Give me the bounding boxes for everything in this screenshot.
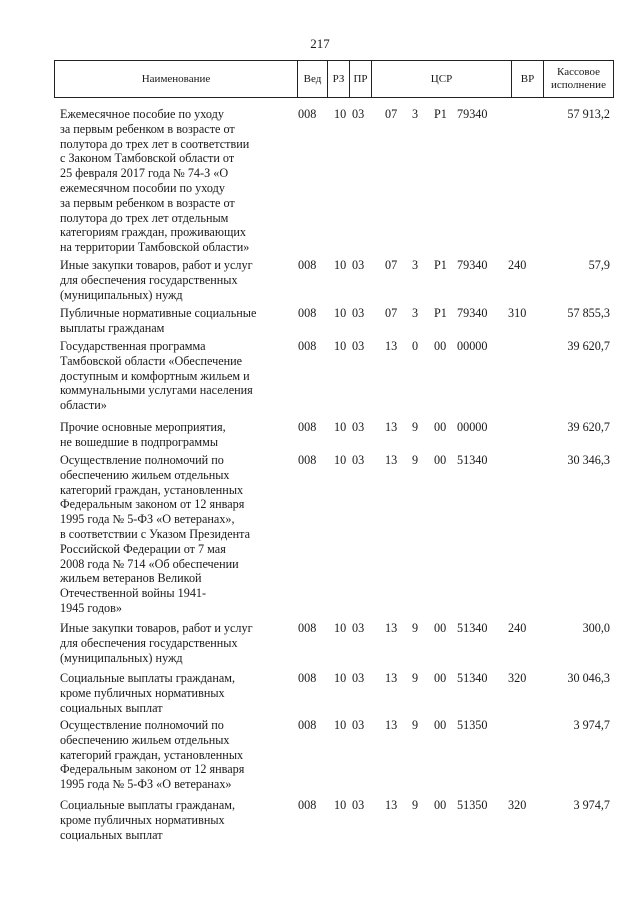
row-pr: 03 bbox=[352, 798, 365, 812]
row-vr: 310 bbox=[508, 306, 527, 320]
row-ved: 008 bbox=[298, 339, 317, 353]
row-csr-subprogram: 9 bbox=[412, 420, 419, 434]
row-rz: 10 bbox=[334, 671, 347, 685]
row-amount: 300,0 bbox=[582, 621, 610, 635]
row-amount: 39 620,7 bbox=[567, 339, 610, 353]
row-csr-direction: 79340 bbox=[457, 306, 488, 320]
row-csr-subprogram: 3 bbox=[412, 107, 419, 121]
page-number: 217 bbox=[310, 36, 330, 51]
row-rz: 10 bbox=[334, 798, 347, 812]
row-csr-direction: 51350 bbox=[457, 718, 488, 732]
row-ved: 008 bbox=[298, 671, 317, 685]
row-csr-event: 00 bbox=[434, 621, 447, 635]
header-rz: РЗ bbox=[327, 61, 349, 97]
row-pr: 03 bbox=[352, 718, 365, 732]
row-amount: 57,9 bbox=[588, 258, 610, 272]
row-csr-program: 07 bbox=[385, 306, 398, 320]
row-ved: 008 bbox=[298, 718, 317, 732]
row-name: Государственная программа Тамбовской области «Обеспечение доступным и комфортным жильем и коммунальными услугами населения области» bbox=[60, 339, 253, 413]
row-amount: 3 974,7 bbox=[573, 798, 610, 812]
row-vr: 320 bbox=[508, 671, 527, 685]
row-vr: 320 bbox=[508, 798, 527, 812]
row-name: Осуществление полномочий по обеспечению жильем отдельных категорий граждан, установленных Федеральным законом от 12 января 1995 года № 5-ФЗ «О ветеранах» bbox=[60, 718, 245, 792]
header-vr: ВР bbox=[511, 61, 543, 97]
row-csr-direction: 51340 bbox=[457, 453, 488, 467]
row-csr-program: 13 bbox=[385, 621, 398, 635]
row-csr-program: 13 bbox=[385, 339, 398, 353]
row-csr-program: 13 bbox=[385, 718, 398, 732]
row-pr: 03 bbox=[352, 339, 365, 353]
row-vr: 240 bbox=[508, 621, 527, 635]
row-name: Публичные нормативные социальные выплаты гражданам bbox=[60, 306, 257, 335]
header-name: Наименование bbox=[141, 72, 211, 85]
row-amount: 3 974,7 bbox=[573, 718, 610, 732]
row-rz: 10 bbox=[334, 453, 347, 467]
row-name: Социальные выплаты гражданам, кроме публичных нормативных социальных выплат bbox=[60, 671, 236, 715]
row-csr-event: 00 bbox=[434, 671, 447, 685]
row-ved: 008 bbox=[298, 306, 317, 320]
row-csr-event: Р1 bbox=[434, 306, 447, 320]
row-ved: 008 bbox=[298, 420, 317, 434]
row-csr-direction: 51340 bbox=[457, 671, 488, 685]
row-csr-program: 07 bbox=[385, 258, 398, 272]
header-amount: Кассовое исполнение bbox=[543, 61, 613, 97]
row-csr-subprogram: 9 bbox=[412, 671, 419, 685]
row-csr-event: 00 bbox=[434, 718, 447, 732]
row-csr-program: 13 bbox=[385, 798, 398, 812]
row-csr-event: 00 bbox=[434, 339, 447, 353]
row-ved: 008 bbox=[298, 798, 317, 812]
row-amount: 57 855,3 bbox=[567, 306, 610, 320]
row-csr-program: 13 bbox=[385, 420, 398, 434]
row-csr-program: 13 bbox=[385, 453, 398, 467]
row-csr-direction: 00000 bbox=[457, 339, 488, 353]
row-csr-subprogram: 9 bbox=[412, 453, 419, 467]
row-amount: 30 346,3 bbox=[567, 453, 610, 467]
row-csr-program: 07 bbox=[385, 107, 398, 121]
header-csr: ЦСР bbox=[371, 61, 511, 97]
row-pr: 03 bbox=[352, 306, 365, 320]
row-csr-event: Р1 bbox=[434, 258, 447, 272]
row-ved: 008 bbox=[298, 453, 317, 467]
row-pr: 03 bbox=[352, 258, 365, 272]
row-ved: 008 bbox=[298, 621, 317, 635]
row-name: Ежемесячное пособие по уходу за первым ребенком в возрасте от полутора до трех лет в соответствии с Законом Тамбовской области от 25 февраля 2017 года № 74-З «О ежемесячном пособии по уходу за первым ребенком в возрасте от полутора до трех лет отдельным категориям граждан, проживающих на территории Тамбовской области» bbox=[60, 107, 250, 255]
row-amount: 57 913,2 bbox=[567, 107, 610, 121]
row-rz: 10 bbox=[334, 420, 347, 434]
header-pr: ПР bbox=[349, 61, 371, 97]
row-rz: 10 bbox=[334, 107, 347, 121]
row-rz: 10 bbox=[334, 258, 347, 272]
row-csr-subprogram: 3 bbox=[412, 258, 419, 272]
header-ved: Вед bbox=[297, 61, 327, 97]
row-csr-event: Р1 bbox=[434, 107, 447, 121]
row-csr-event: 00 bbox=[434, 453, 447, 467]
row-csr-direction: 79340 bbox=[457, 107, 488, 121]
row-pr: 03 bbox=[352, 420, 365, 434]
row-csr-subprogram: 9 bbox=[412, 621, 419, 635]
row-csr-program: 13 bbox=[385, 671, 398, 685]
row-csr-direction: 51350 bbox=[457, 798, 488, 812]
row-amount: 39 620,7 bbox=[567, 420, 610, 434]
row-ved: 008 bbox=[298, 258, 317, 272]
row-csr-event: 00 bbox=[434, 420, 447, 434]
row-rz: 10 bbox=[334, 718, 347, 732]
row-csr-direction: 79340 bbox=[457, 258, 488, 272]
row-csr-event: 00 bbox=[434, 798, 447, 812]
row-name: Иные закупки товаров, работ и услуг для обеспечения государственных (муниципальных) нужд bbox=[60, 258, 253, 302]
row-name: Осуществление полномочий по обеспечению жильем отдельных категорий граждан, установленных Федеральным законом от 12 января 1995 года № 5-ФЗ «О ветеранах», в соответствии с Указом Президента Российской Федерации от 7 мая 2008 года № 714 «Об обеспечении жильем ветеранов Великой Отечественной войны 1941- 1945 годов» bbox=[60, 453, 251, 615]
row-pr: 03 bbox=[352, 453, 365, 467]
row-name: Иные закупки товаров, работ и услуг для обеспечения государственных (муниципальных) нужд bbox=[60, 621, 253, 665]
row-csr-direction: 51340 bbox=[457, 621, 488, 635]
row-csr-subprogram: 0 bbox=[412, 339, 419, 353]
row-ved: 008 bbox=[298, 107, 317, 121]
row-csr-subprogram: 9 bbox=[412, 798, 419, 812]
row-csr-subprogram: 9 bbox=[412, 718, 419, 732]
row-csr-direction: 00000 bbox=[457, 420, 488, 434]
row-pr: 03 bbox=[352, 107, 365, 121]
row-rz: 10 bbox=[334, 621, 347, 635]
row-name: Прочие основные мероприятия, не вошедшие в подпрограммы bbox=[60, 420, 226, 449]
row-pr: 03 bbox=[352, 621, 365, 635]
row-amount: 30 046,3 bbox=[567, 671, 610, 685]
row-vr: 240 bbox=[508, 258, 527, 272]
row-name: Социальные выплаты гражданам, кроме публичных нормативных социальных выплат bbox=[60, 798, 236, 842]
row-csr-subprogram: 3 bbox=[412, 306, 419, 320]
row-rz: 10 bbox=[334, 339, 347, 353]
row-rz: 10 bbox=[334, 306, 347, 320]
row-pr: 03 bbox=[352, 671, 365, 685]
